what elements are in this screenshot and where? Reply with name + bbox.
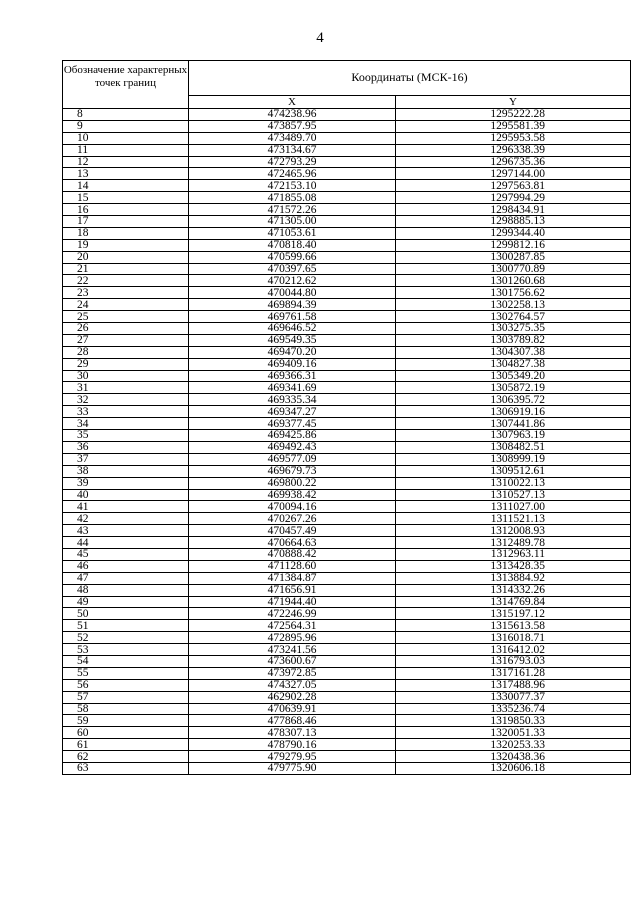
x-coordinate-cell: 469366.31 — [189, 370, 396, 382]
y-coordinate-cell: 1297144.00 — [396, 168, 631, 180]
point-number-cell: 11 — [63, 144, 189, 156]
point-number-cell: 35 — [63, 430, 189, 442]
x-coordinate-cell: 471572.26 — [189, 204, 396, 216]
point-number-cell: 31 — [63, 382, 189, 394]
x-coordinate-cell: 472895.96 — [189, 632, 396, 644]
x-coordinate-cell: 471944.40 — [189, 596, 396, 608]
table-row — [63, 156, 631, 168]
x-coordinate-cell: 469409.16 — [189, 358, 396, 370]
x-coordinate-cell: 477868.46 — [189, 715, 396, 727]
point-number-cell: 36 — [63, 441, 189, 453]
table-row — [63, 168, 631, 180]
y-coordinate-cell: 1316018.71 — [396, 632, 631, 644]
y-coordinate-cell: 1297994.29 — [396, 192, 631, 204]
table-row — [63, 204, 631, 216]
table-row — [63, 525, 631, 537]
table-row — [63, 751, 631, 763]
table-row — [63, 406, 631, 418]
table-row — [63, 323, 631, 335]
y-coordinate-cell: 1301260.68 — [396, 275, 631, 287]
y-coordinate-cell: 1298434.91 — [396, 204, 631, 216]
x-coordinate-cell: 472564.31 — [189, 620, 396, 632]
y-coordinate-cell: 1298885.13 — [396, 216, 631, 228]
point-number-cell: 45 — [63, 548, 189, 560]
x-coordinate-cell: 470888.42 — [189, 548, 396, 560]
y-coordinate-cell: 1315197.12 — [396, 608, 631, 620]
point-number-cell: 48 — [63, 584, 189, 596]
x-coordinate-cell: 472246.99 — [189, 608, 396, 620]
point-number-cell: 44 — [63, 537, 189, 549]
x-coordinate-cell: 479775.90 — [189, 762, 396, 774]
point-number-cell: 19 — [63, 239, 189, 251]
x-coordinate-cell: 469377.45 — [189, 418, 396, 430]
point-number-cell: 27 — [63, 334, 189, 346]
table-row — [63, 394, 631, 406]
y-coordinate-cell: 1314769.84 — [396, 596, 631, 608]
y-coordinate-cell: 1308999.19 — [396, 453, 631, 465]
point-number-cell: 53 — [63, 644, 189, 656]
table-row — [63, 715, 631, 727]
table-row — [63, 620, 631, 632]
point-number-cell: 56 — [63, 679, 189, 691]
point-number-cell: 40 — [63, 489, 189, 501]
y-coordinate-cell: 1320253.33 — [396, 739, 631, 751]
x-coordinate-cell: 470212.62 — [189, 275, 396, 287]
point-number-cell: 24 — [63, 299, 189, 311]
table-row — [63, 441, 631, 453]
x-coordinate-cell: 470599.66 — [189, 251, 396, 263]
point-number-cell: 34 — [63, 418, 189, 430]
table-row — [63, 667, 631, 679]
point-number-cell: 49 — [63, 596, 189, 608]
x-coordinate-cell: 473857.95 — [189, 120, 396, 132]
table-row — [63, 370, 631, 382]
point-number-cell: 14 — [63, 180, 189, 192]
table-row — [63, 644, 631, 656]
table-row — [63, 762, 631, 774]
x-coordinate-cell: 469341.69 — [189, 382, 396, 394]
y-coordinate-cell: 1312963.11 — [396, 548, 631, 560]
y-coordinate-cell: 1314332.26 — [396, 584, 631, 596]
y-coordinate-cell: 1320606.18 — [396, 762, 631, 774]
y-coordinate-cell: 1319850.33 — [396, 715, 631, 727]
header-coordinates: Координаты (МСК-16) — [189, 61, 631, 96]
y-coordinate-cell: 1295581.39 — [396, 120, 631, 132]
x-coordinate-cell: 473600.67 — [189, 655, 396, 667]
x-coordinate-cell: 478307.13 — [189, 727, 396, 739]
table-row — [63, 739, 631, 751]
x-coordinate-cell: 478790.16 — [189, 739, 396, 751]
x-coordinate-cell: 474238.96 — [189, 109, 396, 121]
y-coordinate-cell: 1296338.39 — [396, 144, 631, 156]
y-coordinate-cell: 1330077.37 — [396, 691, 631, 703]
x-coordinate-cell: 471053.61 — [189, 227, 396, 239]
y-coordinate-cell: 1305349.20 — [396, 370, 631, 382]
table-row — [63, 691, 631, 703]
point-number-cell: 57 — [63, 691, 189, 703]
y-coordinate-cell: 1299344.40 — [396, 227, 631, 239]
table-body — [63, 109, 631, 775]
x-coordinate-cell: 462902.28 — [189, 691, 396, 703]
table-row — [63, 358, 631, 370]
x-coordinate-cell: 469425.86 — [189, 430, 396, 442]
header-point-designation: Обозначение характерных точек границ — [63, 61, 189, 109]
y-coordinate-cell: 1302764.57 — [396, 311, 631, 323]
table-row — [63, 548, 631, 560]
table-row — [63, 299, 631, 311]
x-coordinate-cell: 470397.65 — [189, 263, 396, 275]
point-number-cell: 61 — [63, 739, 189, 751]
y-coordinate-cell: 1335236.74 — [396, 703, 631, 715]
point-number-cell: 50 — [63, 608, 189, 620]
table-row — [63, 465, 631, 477]
x-coordinate-cell: 470267.26 — [189, 513, 396, 525]
y-coordinate-cell: 1296735.36 — [396, 156, 631, 168]
y-coordinate-cell: 1316793.03 — [396, 655, 631, 667]
table-row — [63, 382, 631, 394]
table-row — [63, 180, 631, 192]
point-number-cell: 55 — [63, 667, 189, 679]
table-row — [63, 560, 631, 572]
y-coordinate-cell: 1305872.19 — [396, 382, 631, 394]
table-row — [63, 239, 631, 251]
y-coordinate-cell: 1306395.72 — [396, 394, 631, 406]
table-row — [63, 501, 631, 513]
x-coordinate-cell: 469679.73 — [189, 465, 396, 477]
table-row — [63, 346, 631, 358]
x-coordinate-cell: 474327.05 — [189, 679, 396, 691]
point-number-cell: 51 — [63, 620, 189, 632]
table-row — [63, 120, 631, 132]
table-row — [63, 513, 631, 525]
point-number-cell: 8 — [63, 109, 189, 121]
x-coordinate-cell: 471305.00 — [189, 216, 396, 228]
x-coordinate-cell: 473489.70 — [189, 132, 396, 144]
y-coordinate-cell: 1307963.19 — [396, 430, 631, 442]
y-coordinate-cell: 1317488.96 — [396, 679, 631, 691]
y-coordinate-cell: 1317161.28 — [396, 667, 631, 679]
point-number-cell: 33 — [63, 406, 189, 418]
point-number-cell: 22 — [63, 275, 189, 287]
table-row — [63, 144, 631, 156]
point-number-cell: 60 — [63, 727, 189, 739]
table-row — [63, 216, 631, 228]
point-number-cell: 42 — [63, 513, 189, 525]
x-coordinate-cell: 471855.08 — [189, 192, 396, 204]
x-coordinate-cell: 469549.35 — [189, 334, 396, 346]
y-coordinate-cell: 1313884.92 — [396, 572, 631, 584]
point-number-cell: 10 — [63, 132, 189, 144]
table-row — [63, 608, 631, 620]
x-coordinate-cell: 470639.91 — [189, 703, 396, 715]
y-coordinate-cell: 1312489.78 — [396, 537, 631, 549]
point-number-cell: 18 — [63, 227, 189, 239]
point-number-cell: 46 — [63, 560, 189, 572]
y-coordinate-cell: 1295953.58 — [396, 132, 631, 144]
y-coordinate-cell: 1313428.35 — [396, 560, 631, 572]
table-row — [63, 453, 631, 465]
point-number-cell: 26 — [63, 323, 189, 335]
y-coordinate-cell: 1297563.81 — [396, 180, 631, 192]
x-coordinate-cell: 470664.63 — [189, 537, 396, 549]
x-coordinate-cell: 479279.95 — [189, 751, 396, 763]
y-coordinate-cell: 1307441.86 — [396, 418, 631, 430]
point-number-cell: 59 — [63, 715, 189, 727]
table-row — [63, 132, 631, 144]
table-row — [63, 537, 631, 549]
point-number-cell: 25 — [63, 311, 189, 323]
point-number-cell: 20 — [63, 251, 189, 263]
table-row — [63, 334, 631, 346]
y-coordinate-cell: 1300287.85 — [396, 251, 631, 263]
table-row — [63, 109, 631, 121]
table-row — [63, 227, 631, 239]
x-coordinate-cell: 469577.09 — [189, 453, 396, 465]
y-coordinate-cell: 1306919.16 — [396, 406, 631, 418]
x-coordinate-cell: 470094.16 — [189, 501, 396, 513]
y-coordinate-cell: 1304307.38 — [396, 346, 631, 358]
y-coordinate-cell: 1299812.16 — [396, 239, 631, 251]
x-coordinate-cell: 472793.29 — [189, 156, 396, 168]
x-coordinate-cell: 472465.96 — [189, 168, 396, 180]
y-coordinate-cell: 1315613.58 — [396, 620, 631, 632]
table-row — [63, 192, 631, 204]
table-row — [63, 703, 631, 715]
y-coordinate-cell: 1320438.36 — [396, 751, 631, 763]
coordinates-table — [62, 60, 631, 775]
point-number-cell: 29 — [63, 358, 189, 370]
table-row — [63, 430, 631, 442]
x-coordinate-cell: 469938.42 — [189, 489, 396, 501]
x-coordinate-cell: 470818.40 — [189, 239, 396, 251]
point-number-cell: 16 — [63, 204, 189, 216]
point-number-cell: 58 — [63, 703, 189, 715]
point-number-cell: 12 — [63, 156, 189, 168]
point-number-cell: 15 — [63, 192, 189, 204]
point-number-cell: 39 — [63, 477, 189, 489]
y-coordinate-cell: 1311521.13 — [396, 513, 631, 525]
y-coordinate-cell: 1311027.00 — [396, 501, 631, 513]
x-coordinate-cell: 469646.52 — [189, 323, 396, 335]
x-coordinate-cell: 469347.27 — [189, 406, 396, 418]
x-coordinate-cell: 469761.58 — [189, 311, 396, 323]
point-number-cell: 52 — [63, 632, 189, 644]
table-row — [63, 655, 631, 667]
x-coordinate-cell: 469470.20 — [189, 346, 396, 358]
x-coordinate-cell: 471128.60 — [189, 560, 396, 572]
x-coordinate-cell: 470457.49 — [189, 525, 396, 537]
point-number-cell: 63 — [63, 762, 189, 774]
point-number-cell: 32 — [63, 394, 189, 406]
table-row — [63, 489, 631, 501]
header-y: Y — [396, 95, 631, 108]
y-coordinate-cell: 1308482.51 — [396, 441, 631, 453]
x-coordinate-cell: 473972.85 — [189, 667, 396, 679]
x-coordinate-cell: 473241.56 — [189, 644, 396, 656]
page-number: 4 — [316, 30, 324, 46]
y-coordinate-cell: 1312008.93 — [396, 525, 631, 537]
table-row — [63, 418, 631, 430]
point-number-cell: 28 — [63, 346, 189, 358]
point-number-cell: 41 — [63, 501, 189, 513]
y-coordinate-cell: 1320051.33 — [396, 727, 631, 739]
x-coordinate-cell: 470044.80 — [189, 287, 396, 299]
table-row — [63, 251, 631, 263]
y-coordinate-cell: 1316412.02 — [396, 644, 631, 656]
table-row — [63, 287, 631, 299]
x-coordinate-cell: 469894.39 — [189, 299, 396, 311]
x-coordinate-cell: 471384.87 — [189, 572, 396, 584]
point-number-cell: 21 — [63, 263, 189, 275]
y-coordinate-cell: 1295222.28 — [396, 109, 631, 121]
point-number-cell: 43 — [63, 525, 189, 537]
y-coordinate-cell: 1303789.82 — [396, 334, 631, 346]
y-coordinate-cell: 1302258.13 — [396, 299, 631, 311]
x-coordinate-cell: 473134.67 — [189, 144, 396, 156]
point-number-cell: 47 — [63, 572, 189, 584]
table-row — [63, 263, 631, 275]
y-coordinate-cell: 1300770.89 — [396, 263, 631, 275]
x-coordinate-cell: 472153.10 — [189, 180, 396, 192]
x-coordinate-cell: 469492.43 — [189, 441, 396, 453]
point-number-cell: 62 — [63, 751, 189, 763]
x-coordinate-cell: 469800.22 — [189, 477, 396, 489]
point-number-cell: 23 — [63, 287, 189, 299]
table-row — [63, 632, 631, 644]
table-row — [63, 477, 631, 489]
y-coordinate-cell: 1304827.38 — [396, 358, 631, 370]
table-row — [63, 275, 631, 287]
table-row — [63, 311, 631, 323]
x-coordinate-cell: 471656.91 — [189, 584, 396, 596]
table-row — [63, 584, 631, 596]
point-number-cell: 13 — [63, 168, 189, 180]
y-coordinate-cell: 1309512.61 — [396, 465, 631, 477]
y-coordinate-cell: 1301756.62 — [396, 287, 631, 299]
table-header — [63, 61, 631, 109]
point-number-cell: 54 — [63, 655, 189, 667]
point-number-cell: 17 — [63, 216, 189, 228]
table-row — [63, 572, 631, 584]
y-coordinate-cell: 1303275.35 — [396, 323, 631, 335]
table-row — [63, 727, 631, 739]
x-coordinate-cell: 469335.34 — [189, 394, 396, 406]
point-number-cell: 38 — [63, 465, 189, 477]
y-coordinate-cell: 1310527.13 — [396, 489, 631, 501]
table-row — [63, 679, 631, 691]
y-coordinate-cell: 1310022.13 — [396, 477, 631, 489]
point-number-cell: 30 — [63, 370, 189, 382]
table-row — [63, 596, 631, 608]
header-x: X — [189, 95, 396, 108]
point-number-cell: 37 — [63, 453, 189, 465]
point-number-cell: 9 — [63, 120, 189, 132]
